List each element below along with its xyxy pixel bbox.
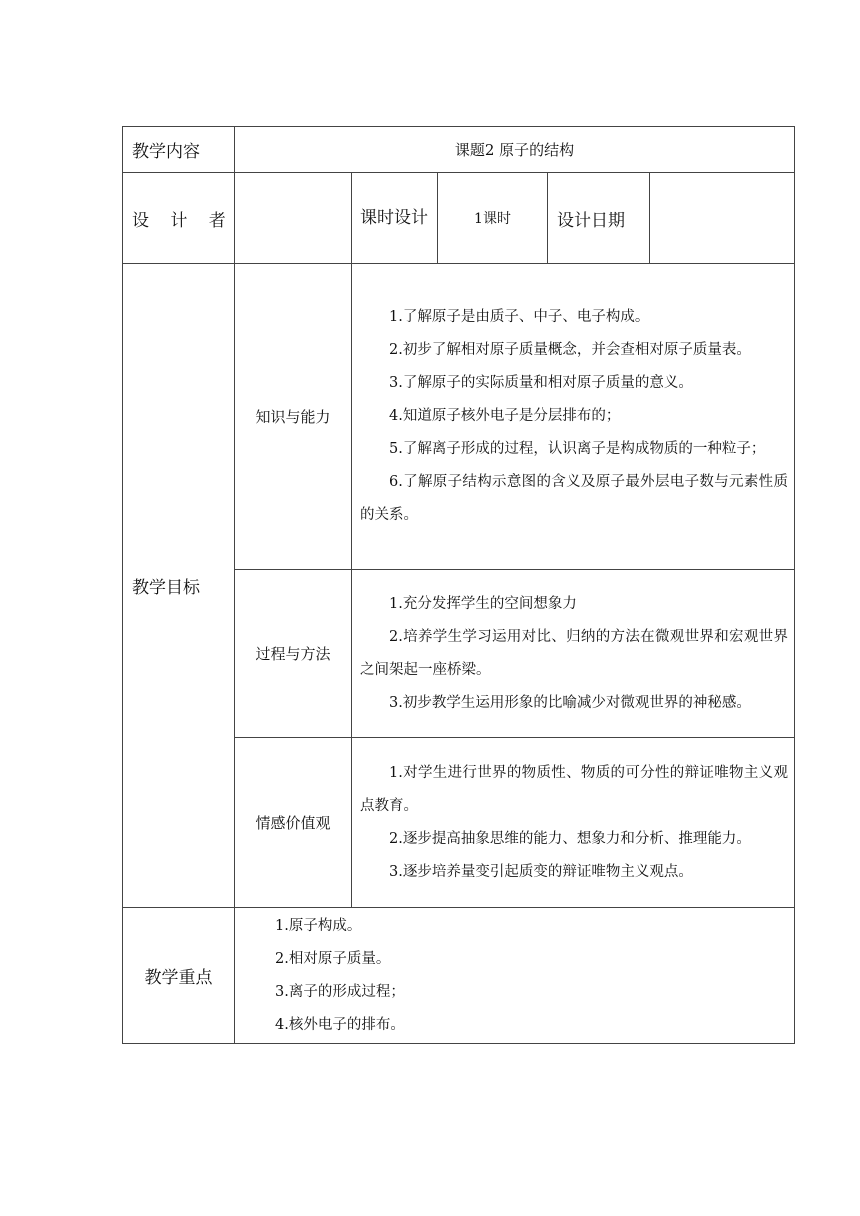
list-item: 6.了解原子结构示意图的含义及原子最外层电子数与元素性质的关系。 (360, 474, 788, 523)
designer-value (235, 173, 352, 264)
designer-label: 设 计 者 (123, 173, 235, 264)
knowledge-items (352, 264, 795, 570)
process-items (352, 570, 795, 738)
list-item: 2.相对原子质量。 (275, 950, 391, 967)
list-item: 3.逐步培养量变引起质变的辩证唯物主义观点。 (389, 863, 693, 880)
list-item: 3.离子的形成过程； (275, 983, 405, 1000)
emotion-items (352, 738, 795, 908)
focus-items (235, 908, 795, 1044)
list-item: 1.充分发挥学生的空间想象力 (389, 595, 577, 612)
list-item: 2.初步了解相对原子质量概念，并会查相对原子质量表。 (389, 342, 751, 358)
knowledge-label: 知识与能力 (235, 264, 352, 570)
date-value (650, 173, 795, 264)
lesson-title: 课题2 原子的结构 (235, 127, 795, 173)
row-knowledge (123, 264, 795, 570)
list-item: 1.了解原子是由质子、中子、电子构成。 (389, 309, 650, 325)
focus-label: 教学重点 (123, 908, 235, 1044)
row-design (123, 173, 795, 264)
list-item: 2.培养学生学习运用对比、归纳的方法在微观世界和宏观世界之间架起一座桥梁。 (360, 628, 788, 678)
list-item: 3.初步教学生运用形象的比喻减少对微观世界的神秘感。 (389, 694, 751, 711)
list-item: 1.对学生进行世界的物质性、物质的可分性的辩证唯物主义观点教育。 (360, 764, 788, 814)
hours-label: 课时设计 (352, 173, 438, 264)
row-teaching-content (123, 127, 795, 173)
emotion-label: 情感价值观 (235, 738, 352, 908)
list-item: 5.了解离子形成的过程，认识离子是构成物质的一种粒子； (389, 441, 766, 457)
objectives-label: 教学目标 (123, 264, 235, 908)
list-item: 4.知道原子核外电子是分层排布的； (389, 408, 621, 424)
list-item: 3.了解原子的实际质量和相对原子质量的意义。 (389, 375, 693, 391)
teaching-content-label: 教学内容 (123, 127, 235, 173)
list-item: 1.原子构成。 (275, 917, 362, 934)
lesson-plan-table (122, 126, 795, 1044)
row-focus (123, 908, 795, 1044)
date-label: 设计日期 (548, 173, 650, 264)
list-item: 2.逐步提高抽象思维的能力、想象力和分析、推理能力。 (389, 830, 751, 847)
list-item: 4.核外电子的排布。 (275, 1016, 405, 1033)
hours-value: 1课时 (438, 173, 548, 264)
process-label: 过程与方法 (235, 570, 352, 738)
